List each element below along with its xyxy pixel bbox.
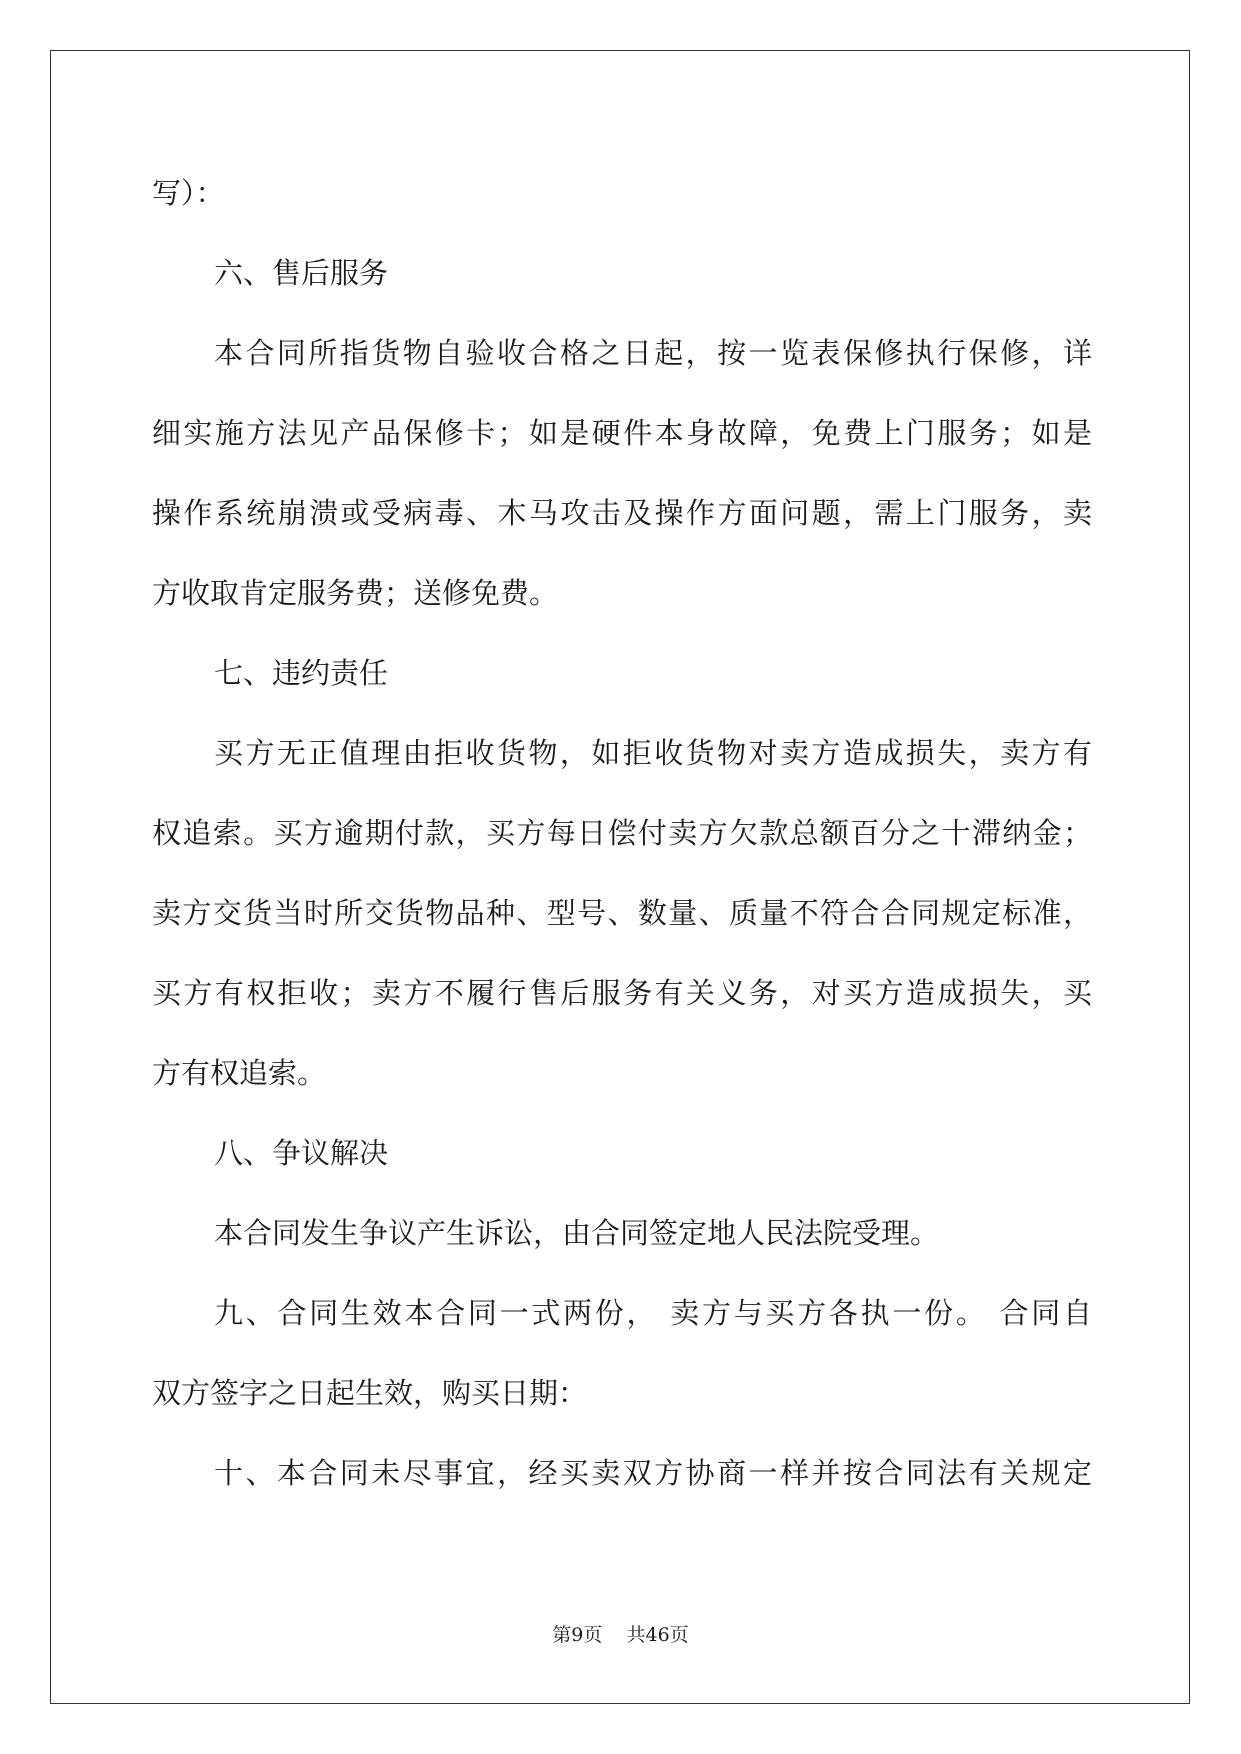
text-line: 操作系统崩溃或受病毒、木马攻击及操作方面问题，需上门服务，卖: [152, 496, 1092, 530]
text-line: 买方有权拒收；卖方不履行售后服务有关义务，对买方造成损失，买: [152, 976, 1092, 1010]
text-line: 方收取肯定服务费；送修免费。: [152, 576, 559, 610]
total-label-suffix: 页: [669, 1624, 689, 1646]
section-heading-breach: 七、违约责任: [214, 656, 389, 690]
page-label-prefix: 第: [552, 1624, 572, 1646]
document-body: [152, 153, 1092, 1513]
page-number: 9: [571, 1624, 584, 1646]
text-line: 方有权追索。: [152, 1056, 327, 1090]
section-heading-after-sales: 六、售后服务: [214, 256, 389, 290]
total-pages: 46: [645, 1624, 670, 1646]
section-heading-misc: 十、本合同未尽事宜，经买卖双方协商一样并按合同法有关规定: [214, 1456, 1092, 1490]
text-line: 卖方交货当时所交货物品种、型号、数量、质量不符合合同规定标准，: [152, 896, 1092, 930]
text-line: 权追索。买方逾期付款，买方每日偿付卖方欠款总额百分之十滞纳金；: [152, 816, 1092, 850]
page-label-suffix: 页: [583, 1624, 603, 1646]
page-footer: [0, 1620, 1241, 1647]
section-heading-dispute: 八、争议解决: [214, 1136, 389, 1170]
text-line: 双方签字之日起生效，购买日期：: [152, 1376, 588, 1410]
section-heading-effect: 九、合同生效本合同一式两份， 卖方与买方各执一份。 合同自: [214, 1296, 1092, 1330]
total-label-prefix: 共: [626, 1624, 646, 1646]
text-line: 买方无正值理由拒收货物，如拒收货物对卖方造成损失，卖方有: [214, 736, 1092, 770]
text-line: 细实施方法见产品保修卡；如是硬件本身故障，免费上门服务；如是: [152, 416, 1092, 450]
text-line: 写）：: [152, 176, 225, 210]
text-line: 本合同发生争议产生诉讼，由合同签定地人民法院受理。: [214, 1216, 940, 1250]
text-line: 本合同所指货物自验收合格之日起，按一览表保修执行保修，详: [214, 336, 1092, 370]
